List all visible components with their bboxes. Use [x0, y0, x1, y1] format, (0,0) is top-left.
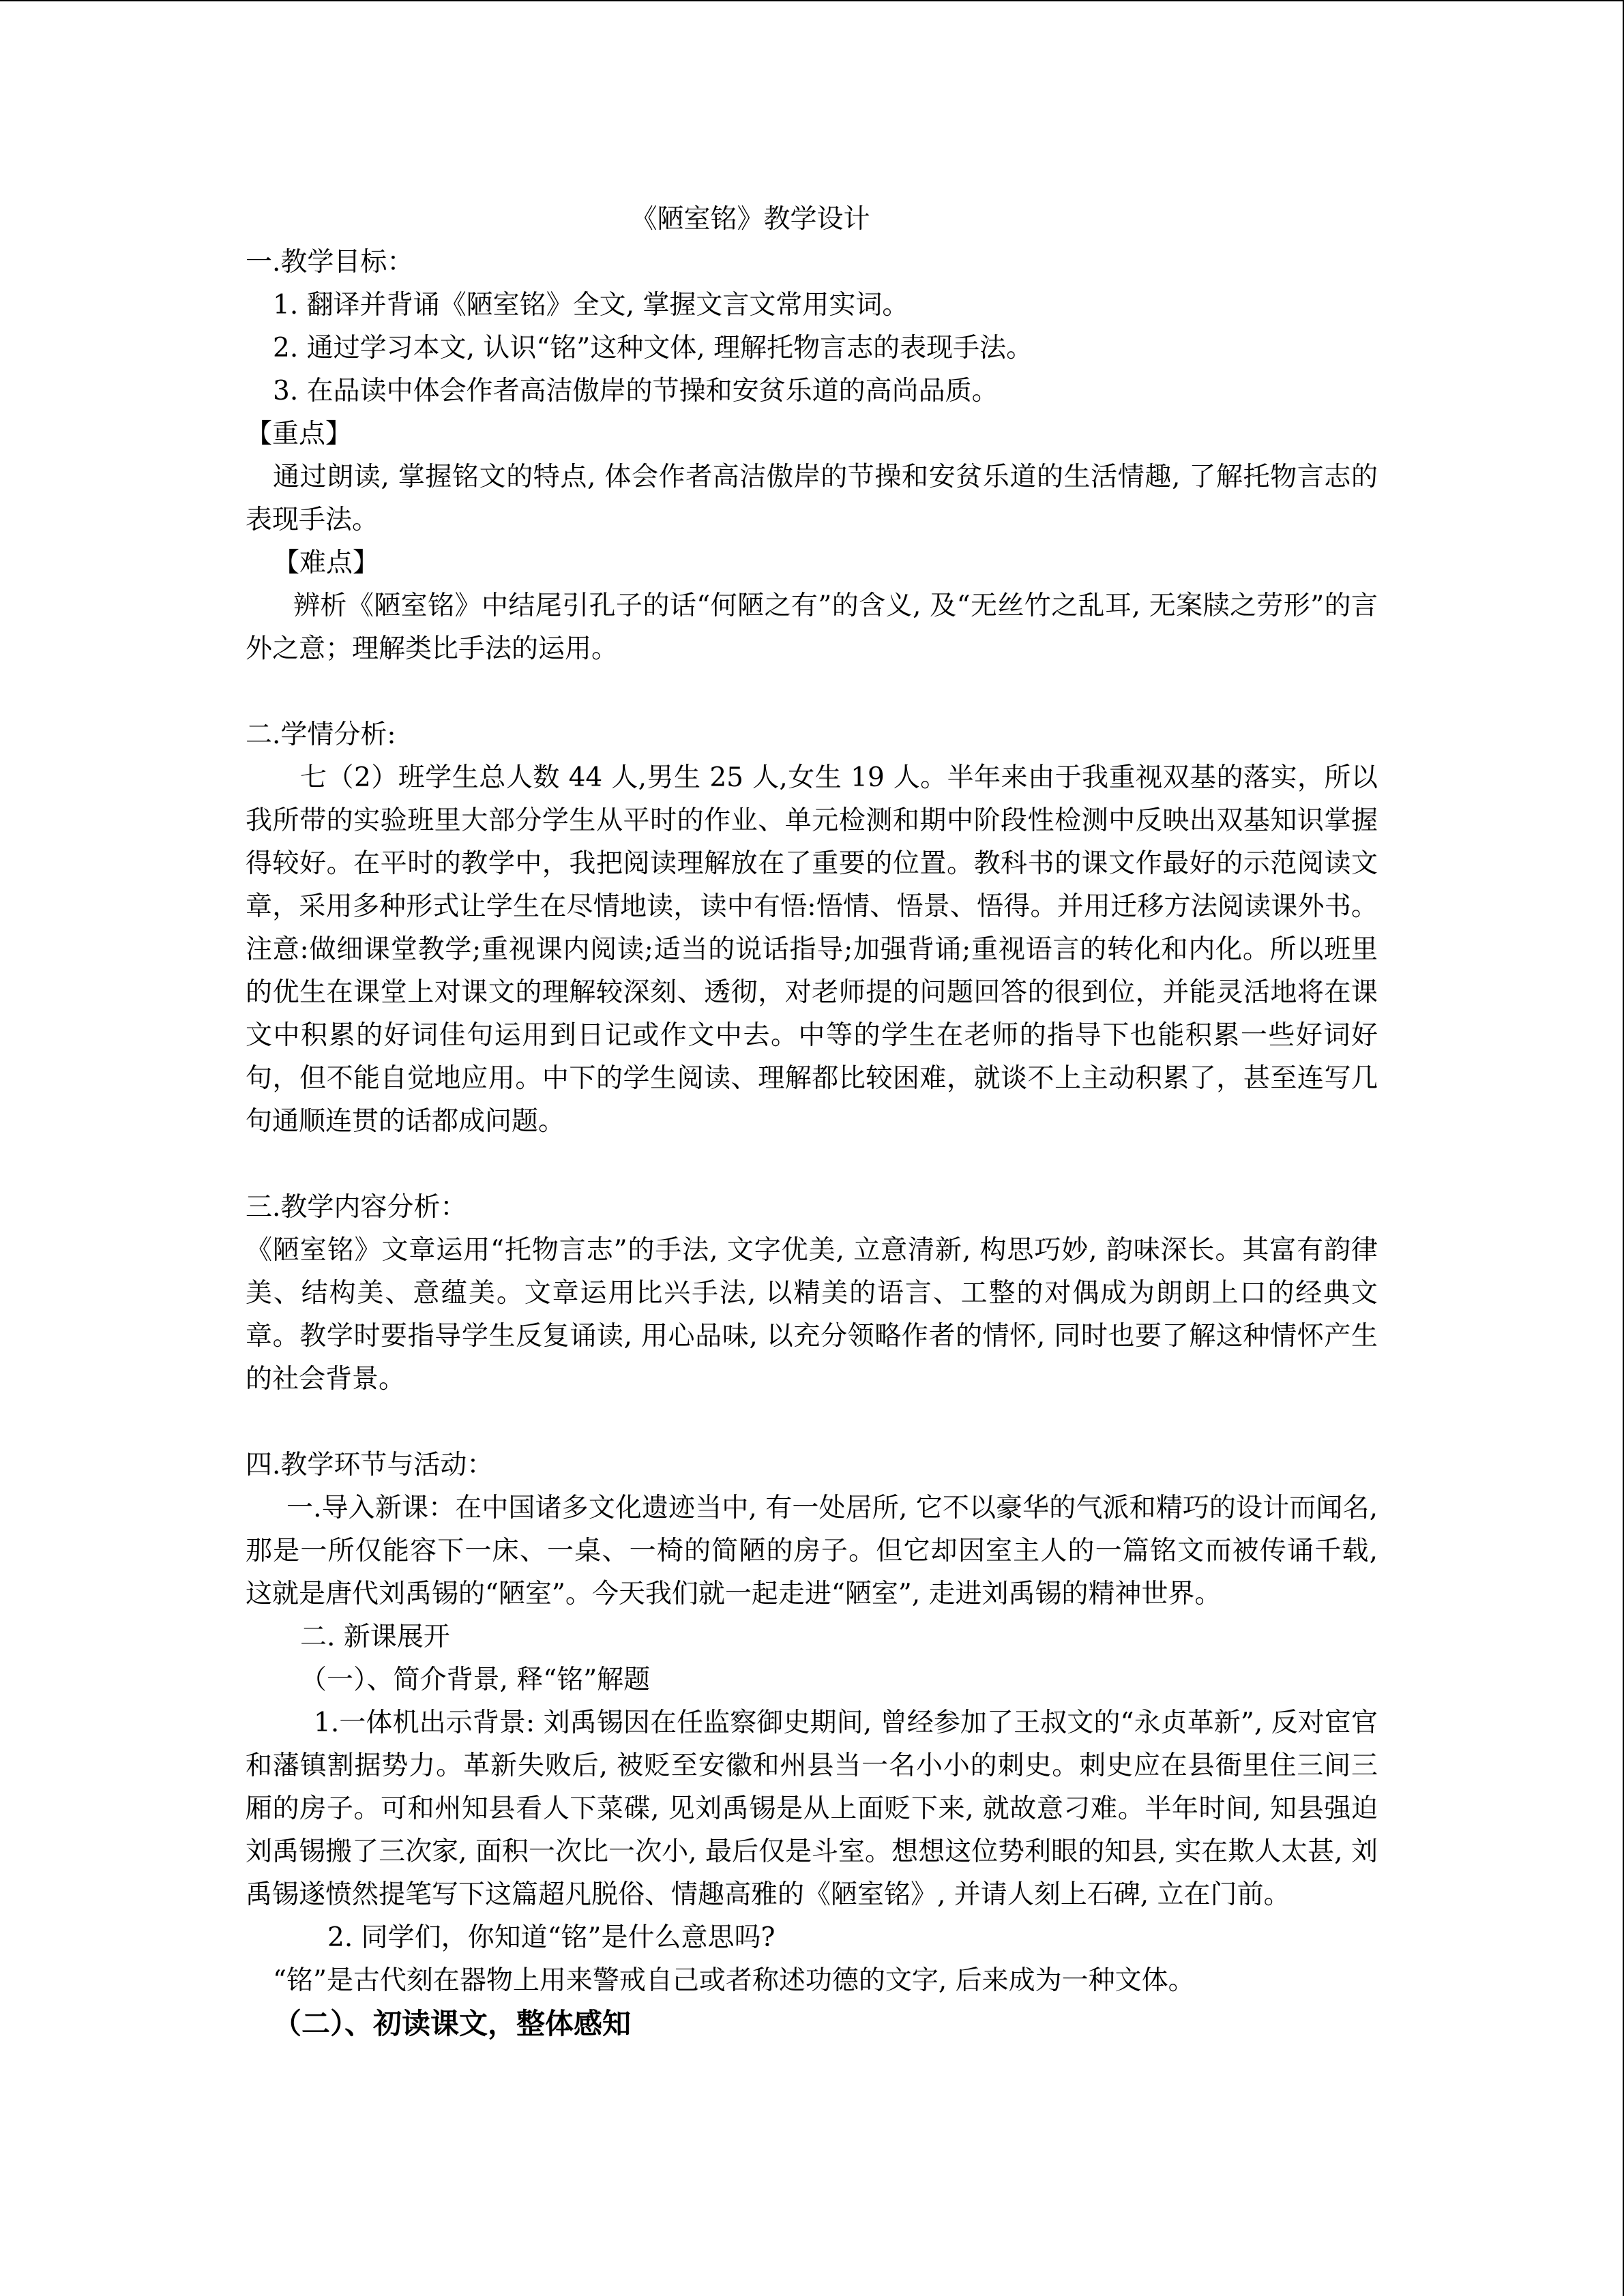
section-3-text: 《陋室铭》文章运用“托物言志”的手法, 文字优美, 立意清新, 构思巧妙, 韵味深长。其富有韵律美、结构美、意蕴美。文章运用比兴手法, 以精美的语言、工整的对偶成为朗朗上口的经典文章。教学时要指导学生反复诵读, 用心品味, 以充分领略作者的情怀, 同时也要了解这种情怀产生的社会背景。 — [246, 1235, 1378, 1395]
question-item: 2. 同学们，你知道“铭”是什么意思吗? — [327, 1922, 776, 1953]
difficulty-text: 辨析《陋室铭》中结尾引孔子的话“何陋之有”的含义, 及“无丝竹之乱耳, 无案牍之劳形”的言外之意；理解类比手法的运用。 — [246, 591, 1378, 664]
spacer — [246, 1143, 1378, 1186]
document-title: 《陋室铭》教学设计 — [630, 204, 870, 235]
spacer — [246, 670, 1378, 713]
top-border — [0, 0, 1624, 1]
section-4-heading: 四.教学环节与活动： — [246, 1450, 494, 1480]
section-2-heading: 二.学情分析: — [246, 719, 396, 750]
goal-item-3: 3. 在品读中体会作者高洁傲岸的节操和安贫乐道的高尚品质。 — [273, 376, 999, 406]
goal-item-2: 2. 通过学习本文, 认识“铭”这种文体, 理解托物言志的表现手法。 — [273, 333, 1033, 363]
subsection-2-heading: （二）、初读课文，整体感知 — [273, 2007, 632, 2040]
key-point-label: 【重点】 — [246, 419, 353, 449]
key-point-text: 通过朗读, 掌握铭文的特点, 体会作者高洁傲岸的节操和安贫乐道的生活情趣, 了解托物言志的表现手法。 — [246, 462, 1378, 535]
goal-item-1: 1. 翻译并背诵《陋室铭》全文, 掌握文言文常用实词。 — [273, 290, 909, 320]
subsection-1-heading: （一）、简介背景, 释“铭”解题 — [300, 1665, 651, 1695]
difficulty-label: 【难点】 — [273, 548, 380, 578]
background-item: 1.一体机出示背景: 刘禹锡因在任监察御史期间, 曾经参加了王叔文的“永贞革新”, 反对宦官和藩镇割据势力。革新失败后, 被贬至安徽和州县当一名小小的刺史。刺史应在县衙里住三间三厢的房子。可和州知县看人下菜碟, 见刘禹锡是从上面贬下来, 就故意刁难。半年时间, 知县强迫刘禹锡搬了三次家, 面积一次比一次小, 最后仅是斗室。想想这位势利眼的知县, 实在欺人太甚, 刘禹锡遂愤然提笔写下这篇超凡脱俗、情趣高雅的《陋室铭》, 并请人刻上石碑, 立在门前。 — [246, 1708, 1378, 1910]
section-1-heading: 一.教学目标： — [246, 247, 414, 278]
new-lesson-heading: 二. 新课展开 — [300, 1622, 450, 1652]
document-page — [246, 198, 1378, 2045]
ming-definition: “铭”是古代刻在器物上用来警戒自己或者称述功德的文字, 后来成为一种文体。 — [273, 1965, 1195, 1996]
section-4-intro: 一.导入新课：在中国诸多文化遗迹当中, 有一处居所, 它不以豪华的气派和精巧的设计而闻名, 那是一所仅能容下一床、一桌、一椅的简陋的房子。但它却因室主人的一篇铭文而被传诵千载, 这就是唐代刘禹锡的“陋室”。今天我们就一起走进“陋室”, 走进刘禹锡的精神世界。 — [246, 1493, 1378, 1609]
section-2-text: 七（2）班学生总人数 44 人,男生 25 人,女生 19 人。半年来由于我重视双基的落实，所以我所带的实验班里大部分学生从平时的作业、单元检测和期中阶段性检测中反映出双基知识掌握得较好。在平时的教学中，我把阅读理解放在了重要的位置。教科书的课文作最好的示范阅读文章，采用多种形式让学生在尽情地读，读中有悟:悟情、悟景、悟得。并用迁移方法阅读课外书。注意:做细课堂教学;重视课内阅读;适当的说话指导;加强背诵;重视语言的转化和内化。所以班里的优生在课堂上对课文的理解较深刻、透彻，对老师提的问题回答的很到位，并能灵活地将在课文中积累的好词佳句运用到日记或作文中去。中等的学生在老师的指导下也能积累一些好词好句，但不能自觉地应用。中下的学生阅读、理解都比较困难，就谈不上主动积累了，甚至连写几句通顺连贯的话都成问题。 — [246, 762, 1378, 1137]
spacer — [246, 1401, 1378, 1444]
section-3-heading: 三.教学内容分析： — [246, 1192, 467, 1223]
